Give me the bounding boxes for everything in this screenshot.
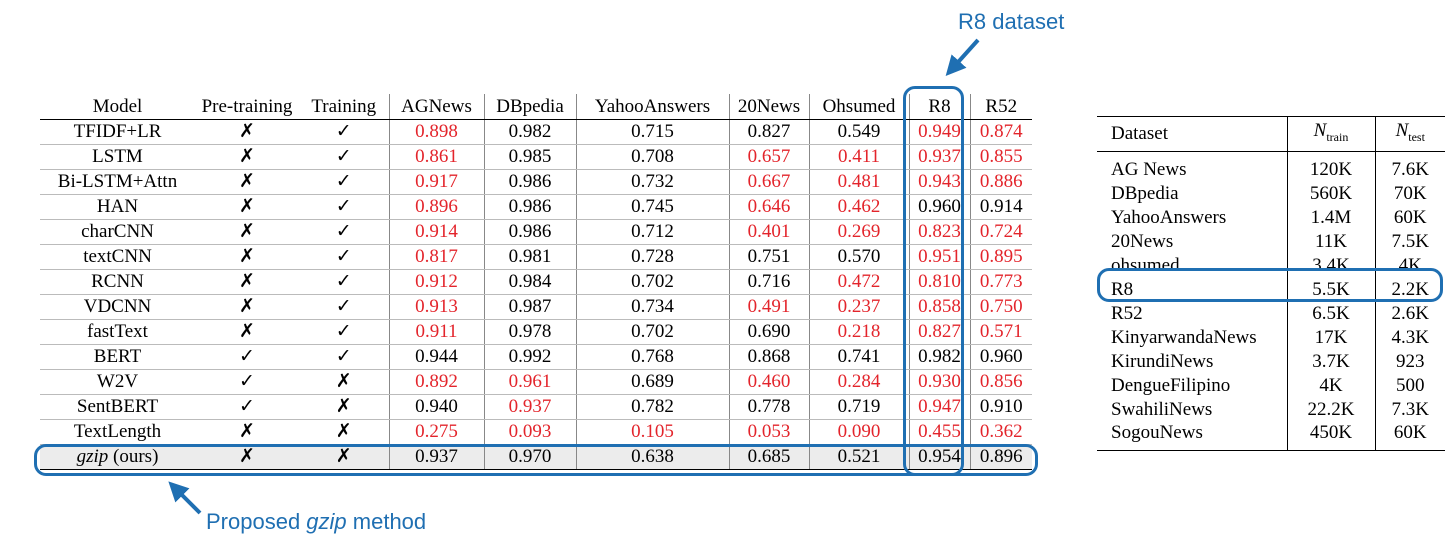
score-cell: 0.944 — [389, 344, 484, 369]
training-mark: ✗ — [299, 419, 389, 444]
score-cell: 0.638 — [576, 444, 729, 469]
model-name-text: BERT — [93, 346, 142, 367]
score-cell: 0.090 — [809, 419, 909, 444]
score-cell: 0.218 — [809, 319, 909, 344]
test-count: 60K — [1375, 206, 1445, 230]
train-count: 120K — [1287, 152, 1375, 183]
score-cell: 0.782 — [576, 394, 729, 419]
header-ohsumed: Ohsumed — [809, 94, 909, 119]
dataset-name: R8 — [1111, 279, 1134, 300]
stats-header-ntest: $N_{test}$ — [1375, 117, 1445, 152]
dataset-name: YahooAnswers — [1111, 207, 1227, 228]
score-cell: 0.978 — [484, 319, 576, 344]
score-cell: 0.269 — [809, 219, 909, 244]
pretraining-mark: ✓ — [195, 344, 299, 369]
training-mark: ✓ — [299, 144, 389, 169]
score-cell: 0.732 — [576, 169, 729, 194]
score-cell: 0.937 — [389, 444, 484, 469]
training-mark: ✗ — [299, 444, 389, 469]
pretraining-mark: ✗ — [195, 119, 299, 144]
score-cell: 0.982 — [484, 119, 576, 144]
score-cell: 0.657 — [729, 144, 809, 169]
gzip-arrow — [174, 487, 200, 513]
test-count: 2.6K — [1375, 302, 1445, 326]
score-cell: 0.750 — [970, 294, 1032, 319]
score-cell: 0.930 — [909, 369, 970, 394]
test-count: 923 — [1375, 350, 1445, 374]
score-cell: 0.773 — [970, 269, 1032, 294]
test-count: 4.3K — [1375, 326, 1445, 350]
score-cell: 0.960 — [909, 194, 970, 219]
dataset-name: ohsumed — [1111, 255, 1180, 276]
score-cell: 0.855 — [970, 144, 1032, 169]
header-model: Model — [40, 94, 195, 119]
score-cell: 0.910 — [970, 394, 1032, 419]
header-training: Training — [299, 94, 389, 119]
pretraining-mark: ✗ — [195, 319, 299, 344]
model-name-text: RCNN — [91, 271, 144, 292]
score-cell: 0.411 — [809, 144, 909, 169]
test-count: 60K — [1375, 422, 1445, 451]
test-count: 4K — [1375, 254, 1445, 278]
header-r52: R52 — [970, 94, 1032, 119]
score-cell: 0.778 — [729, 394, 809, 419]
training-mark: ✓ — [299, 119, 389, 144]
score-cell: 0.823 — [909, 219, 970, 244]
score-cell: 0.940 — [389, 394, 484, 419]
score-cell: 0.861 — [389, 144, 484, 169]
score-cell: 0.960 — [970, 344, 1032, 369]
score-cell: 0.949 — [909, 119, 970, 144]
score-cell: 0.521 — [809, 444, 909, 469]
score-cell: 0.817 — [389, 244, 484, 269]
score-cell: 0.768 — [576, 344, 729, 369]
score-cell: 0.951 — [909, 244, 970, 269]
score-cell: 0.734 — [576, 294, 729, 319]
pretraining-mark: ✗ — [195, 244, 299, 269]
r8-dataset-label: R8 dataset — [958, 9, 1065, 34]
test-count: 7.5K — [1375, 230, 1445, 254]
score-cell: 0.917 — [389, 169, 484, 194]
score-cell: 0.646 — [729, 194, 809, 219]
pretraining-mark: ✗ — [195, 294, 299, 319]
score-cell: 0.690 — [729, 319, 809, 344]
score-cell: 0.970 — [484, 444, 576, 469]
score-cell: 0.105 — [576, 419, 729, 444]
model-name-text: LSTM — [92, 146, 143, 167]
score-cell: 0.571 — [970, 319, 1032, 344]
score-cell: 0.911 — [389, 319, 484, 344]
test-count: 2.2K — [1375, 278, 1445, 302]
model-name-text: HAN — [96, 196, 139, 217]
score-cell: 0.741 — [809, 344, 909, 369]
score-cell: 0.982 — [909, 344, 970, 369]
dataset-name: SwahiliNews — [1111, 399, 1213, 420]
dataset-name: 20News — [1111, 231, 1174, 252]
score-cell: 0.886 — [970, 169, 1032, 194]
dataset-name: AG News — [1111, 159, 1187, 180]
test-count: 7.3K — [1375, 398, 1445, 422]
train-count: 17K — [1287, 326, 1375, 350]
score-cell: 0.898 — [389, 119, 484, 144]
score-cell: 0.895 — [970, 244, 1032, 269]
score-cell: 0.712 — [576, 219, 729, 244]
training-mark: ✓ — [299, 269, 389, 294]
score-cell: 0.858 — [909, 294, 970, 319]
score-cell: 0.716 — [729, 269, 809, 294]
score-cell: 0.689 — [576, 369, 729, 394]
score-cell: 0.913 — [389, 294, 484, 319]
model-name-text: textCNN — [83, 246, 152, 267]
training-mark: ✓ — [299, 344, 389, 369]
r8-arrow — [951, 40, 978, 70]
score-cell: 0.914 — [970, 194, 1032, 219]
score-cell: 0.685 — [729, 444, 809, 469]
score-cell: 0.987 — [484, 294, 576, 319]
score-cell: 0.914 — [389, 219, 484, 244]
train-count: 3.7K — [1287, 350, 1375, 374]
train-count: 1.4M — [1287, 206, 1375, 230]
train-count: 560K — [1287, 182, 1375, 206]
score-cell: 0.724 — [970, 219, 1032, 244]
score-cell: 0.856 — [970, 369, 1032, 394]
score-cell: 0.985 — [484, 144, 576, 169]
score-cell: 0.986 — [484, 194, 576, 219]
score-cell: 0.937 — [909, 144, 970, 169]
model-name-text: SentBERT — [76, 396, 159, 417]
score-cell: 0.362 — [970, 419, 1032, 444]
proposed-gzip-label: Proposed gzip method — [206, 509, 427, 534]
score-cell: 0.912 — [389, 269, 484, 294]
pretraining-mark: ✗ — [195, 444, 299, 469]
training-mark: ✓ — [299, 194, 389, 219]
score-cell: 0.284 — [809, 369, 909, 394]
pretraining-mark: ✗ — [195, 219, 299, 244]
score-cell: 0.981 — [484, 244, 576, 269]
header-dbpedia: DBpedia — [484, 94, 576, 119]
pretraining-mark: ✗ — [195, 269, 299, 294]
score-cell: 0.827 — [729, 119, 809, 144]
score-cell: 0.667 — [729, 169, 809, 194]
header-r8: R8 — [909, 94, 970, 119]
train-count: 6.5K — [1287, 302, 1375, 326]
score-cell: 0.702 — [576, 269, 729, 294]
model-name-text: W2V — [96, 371, 139, 392]
pretraining-mark: ✓ — [195, 369, 299, 394]
stats-header-dataset: Dataset — [1097, 117, 1287, 152]
score-cell: 0.896 — [389, 194, 484, 219]
model-name-text: TFIDF+LR — [73, 121, 162, 142]
train-count: 11K — [1287, 230, 1375, 254]
train-count: 450K — [1287, 422, 1375, 451]
stats-header-ntrain: $N_{train}$ — [1287, 117, 1375, 152]
header-yahooanswers: YahooAnswers — [576, 94, 729, 119]
dataset-name: KirundiNews — [1111, 351, 1214, 372]
score-cell: 0.275 — [389, 419, 484, 444]
score-cell: 0.986 — [484, 169, 576, 194]
score-cell: 0.401 — [729, 219, 809, 244]
pretraining-mark: ✗ — [195, 419, 299, 444]
score-cell: 0.481 — [809, 169, 909, 194]
train-count: 22.2K — [1287, 398, 1375, 422]
model-name-text: Bi-LSTM+Attn — [57, 171, 178, 192]
header-pre-training: Pre-training — [195, 94, 299, 119]
score-cell: 0.093 — [484, 419, 576, 444]
score-cell: 0.986 — [484, 219, 576, 244]
score-cell: 0.237 — [809, 294, 909, 319]
dataset-name: SogouNews — [1097, 422, 1287, 451]
header-agnews: AGNews — [389, 94, 484, 119]
model-name-text: (ours) — [113, 446, 159, 467]
training-mark: ✓ — [299, 294, 389, 319]
score-cell: 0.472 — [809, 269, 909, 294]
dataset-name: R52 — [1111, 303, 1143, 324]
score-cell: 0.827 — [909, 319, 970, 344]
score-cell: 0.954 — [909, 444, 970, 469]
pretraining-mark: ✗ — [195, 144, 299, 169]
score-cell: 0.460 — [729, 369, 809, 394]
pretraining-mark: ✓ — [195, 394, 299, 419]
score-cell: 0.892 — [389, 369, 484, 394]
training-mark: ✓ — [299, 319, 389, 344]
model-name-italic: gzip — [76, 446, 109, 467]
train-count: 3.4K — [1287, 254, 1375, 278]
training-mark: ✓ — [299, 169, 389, 194]
dataset-name: DengueFilipino — [1111, 375, 1231, 396]
score-cell: 0.896 — [970, 444, 1032, 469]
model-name-text: charCNN — [81, 221, 154, 242]
model-name-text: TextLength — [73, 421, 162, 442]
score-cell: 0.868 — [729, 344, 809, 369]
score-cell: 0.745 — [576, 194, 729, 219]
pretraining-mark: ✗ — [195, 194, 299, 219]
score-cell: 0.462 — [809, 194, 909, 219]
score-cell: 0.491 — [729, 294, 809, 319]
score-cell: 0.943 — [909, 169, 970, 194]
score-cell: 0.810 — [909, 269, 970, 294]
score-cell: 0.708 — [576, 144, 729, 169]
score-cell: 0.992 — [484, 344, 576, 369]
test-count: 500 — [1375, 374, 1445, 398]
model-name-text: fastText — [87, 321, 148, 342]
dataset-name: KinyarwandaNews — [1111, 327, 1257, 348]
test-count: 70K — [1375, 182, 1445, 206]
score-cell: 0.937 — [484, 394, 576, 419]
score-cell: 0.984 — [484, 269, 576, 294]
score-cell: 0.961 — [484, 369, 576, 394]
score-cell: 0.053 — [729, 419, 809, 444]
training-mark: ✓ — [299, 219, 389, 244]
training-mark: ✓ — [299, 244, 389, 269]
pretraining-mark: ✗ — [195, 169, 299, 194]
train-count: 5.5K — [1287, 278, 1375, 302]
score-cell: 0.570 — [809, 244, 909, 269]
test-count: 7.6K — [1375, 152, 1445, 183]
score-cell: 0.715 — [576, 119, 729, 144]
score-cell: 0.719 — [809, 394, 909, 419]
score-cell: 0.751 — [729, 244, 809, 269]
score-cell: 0.549 — [809, 119, 909, 144]
score-cell: 0.947 — [909, 394, 970, 419]
dataset-name: DBpedia — [1111, 183, 1179, 204]
train-count: 4K — [1287, 374, 1375, 398]
score-cell: 0.874 — [970, 119, 1032, 144]
training-mark: ✗ — [299, 394, 389, 419]
score-cell: 0.455 — [909, 419, 970, 444]
score-cell: 0.702 — [576, 319, 729, 344]
model-name-text: VDCNN — [83, 296, 152, 317]
score-cell: 0.728 — [576, 244, 729, 269]
training-mark: ✗ — [299, 369, 389, 394]
header-20news: 20News — [729, 94, 809, 119]
